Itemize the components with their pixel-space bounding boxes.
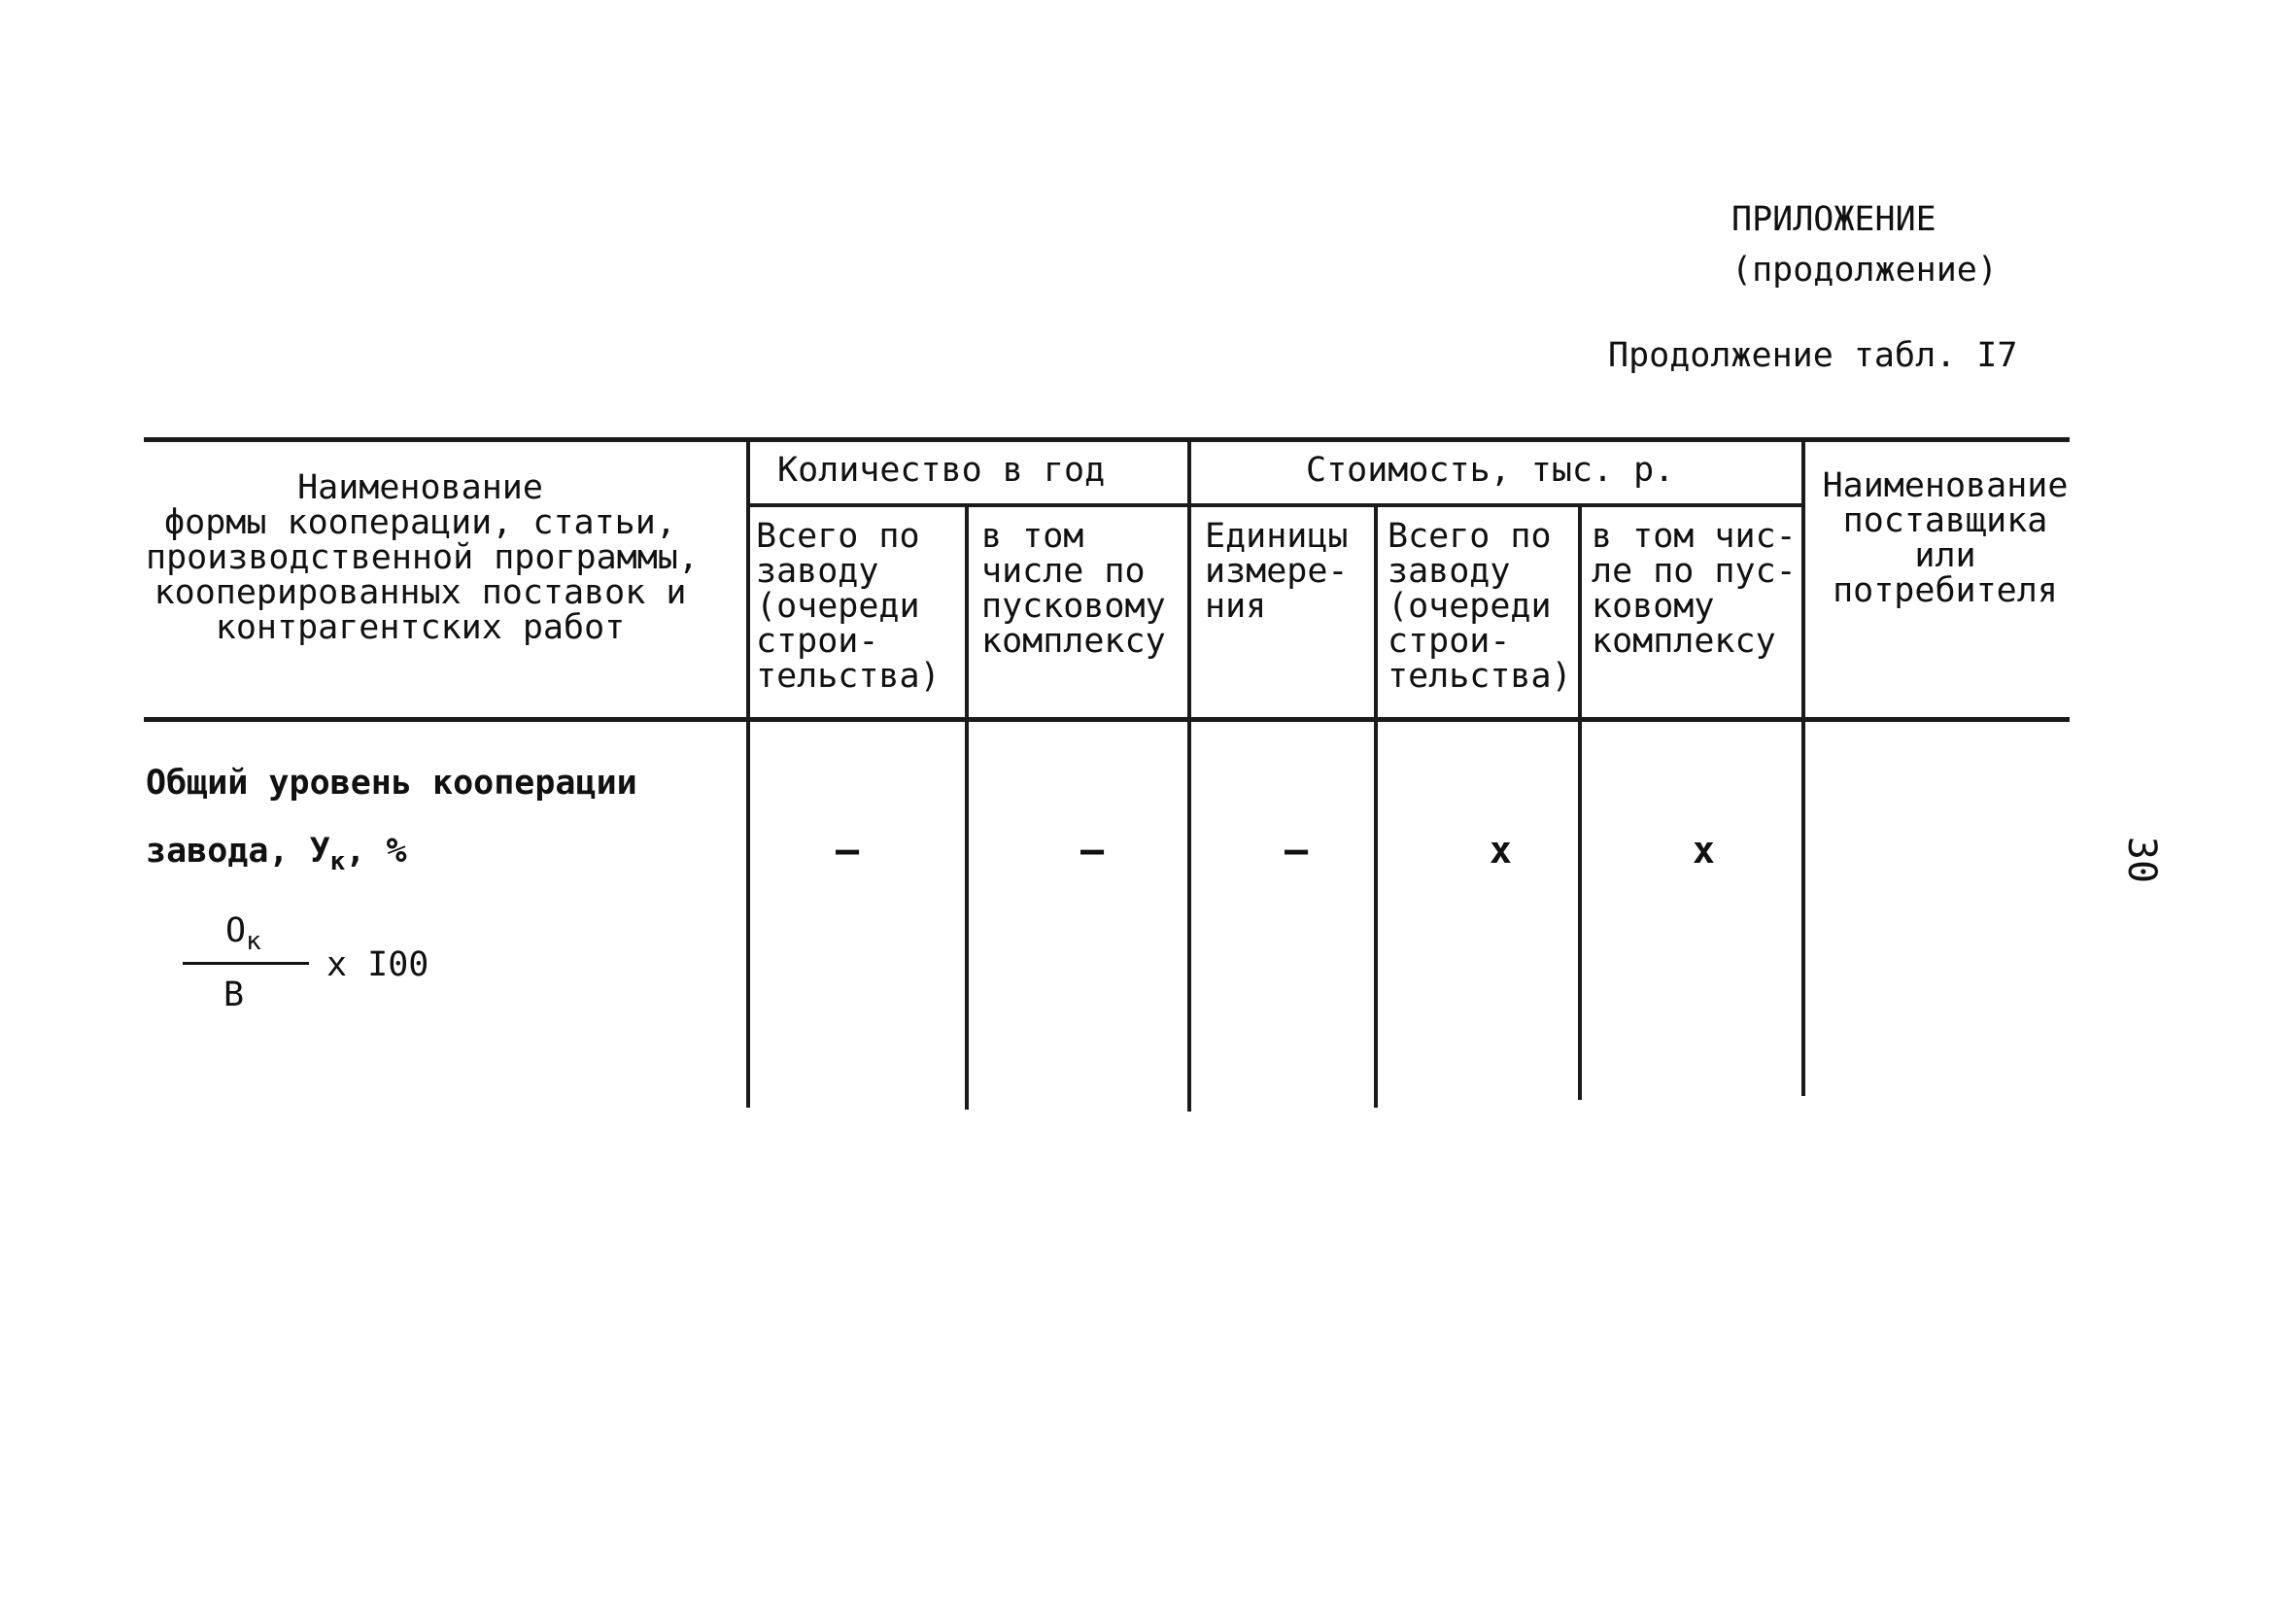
numerator-text: О	[225, 911, 247, 950]
header-line: в том чис-	[1592, 517, 1797, 556]
header-line: ковому	[1592, 587, 1715, 626]
header-line: (очереди	[756, 587, 920, 626]
sub-cost-complex-header	[1592, 519, 1797, 659]
col-divider-2	[965, 505, 969, 1110]
col-divider-5	[1578, 505, 1582, 1100]
continuation-label: (продолжение)	[1731, 251, 1998, 290]
cell-quantity-complex: –	[1080, 828, 1105, 873]
cell-cost-complex: x	[1693, 829, 1715, 872]
group-cost-header: Стоимость, тыс. р.	[1306, 451, 1675, 490]
row-name-subscript: к	[329, 847, 346, 876]
header-line: производственной программы,	[146, 538, 699, 577]
header-line: тельства)	[756, 657, 941, 696]
header-line: Наименование	[1822, 466, 2069, 505]
fraction-bar	[183, 962, 309, 965]
formula-numerator	[225, 913, 261, 959]
header-line: формы кооперации, статьи,	[164, 503, 676, 542]
header-line: кооперированных поставок и	[154, 573, 687, 612]
numerator-subscript: к	[246, 927, 261, 956]
header-line: Всего по	[1388, 517, 1552, 556]
table-top-border	[144, 437, 2070, 442]
sub-quantity-complex-header	[981, 519, 1166, 659]
header-line: комплексу	[981, 622, 1166, 661]
header-line: (очереди	[1388, 587, 1552, 626]
header-line: или	[1914, 536, 1976, 575]
col-divider-1	[746, 439, 750, 1108]
cell-cost-total: x	[1490, 829, 1512, 872]
header-line: ле по пус-	[1592, 552, 1797, 591]
sub-quantity-total-header	[756, 519, 941, 694]
header-line: контрагентских работ	[215, 608, 626, 647]
sub-cost-units-header	[1205, 519, 1349, 624]
group-quantity-header: Количество в год	[777, 451, 1106, 490]
header-line: Наименование	[297, 468, 543, 507]
formula-multiplier: x I00	[326, 945, 429, 984]
page-number: 30	[2119, 836, 2165, 884]
header-line: пусковому	[981, 587, 1166, 626]
col-supplier-header	[1813, 468, 2077, 608]
header-bottom-border	[144, 717, 2070, 722]
group-header-divider	[748, 503, 1803, 507]
header-line: строи-	[756, 622, 879, 661]
header-line: ния	[1205, 587, 1267, 626]
cell-cost-units: –	[1285, 828, 1309, 873]
row-name-prefix: завода, У	[146, 832, 330, 871]
header-line: числе по	[981, 552, 1146, 591]
appendix-label: ПРИЛОЖЕНИЕ	[1731, 200, 1936, 239]
formula-denominator: В	[223, 976, 245, 1014]
header-line: потребителя	[1833, 571, 2058, 610]
header-line: Единицы	[1205, 517, 1349, 556]
header-line: строи-	[1388, 622, 1511, 661]
col-divider-4	[1374, 505, 1378, 1108]
header-line: комплексу	[1592, 622, 1776, 661]
header-line: измере-	[1205, 552, 1349, 591]
header-line: заводу	[756, 552, 879, 591]
header-line: в том	[981, 517, 1084, 556]
row-name-line2	[146, 834, 407, 879]
header-line: Всего по	[756, 517, 920, 556]
col-divider-6	[1801, 439, 1805, 1096]
header-line: тельства)	[1388, 657, 1572, 696]
cell-quantity-total: –	[836, 828, 860, 873]
row-name-line1: Общий уровень кооперации	[146, 764, 637, 803]
col-divider-3	[1187, 439, 1191, 1112]
col-name-header	[146, 468, 699, 647]
table-caption: Продолжение табл. I7	[1608, 336, 2018, 375]
row-name-suffix: , %	[345, 832, 407, 871]
header-line: заводу	[1388, 552, 1511, 591]
sub-cost-total-header	[1388, 519, 1572, 694]
header-line: поставщика	[1842, 501, 2048, 540]
